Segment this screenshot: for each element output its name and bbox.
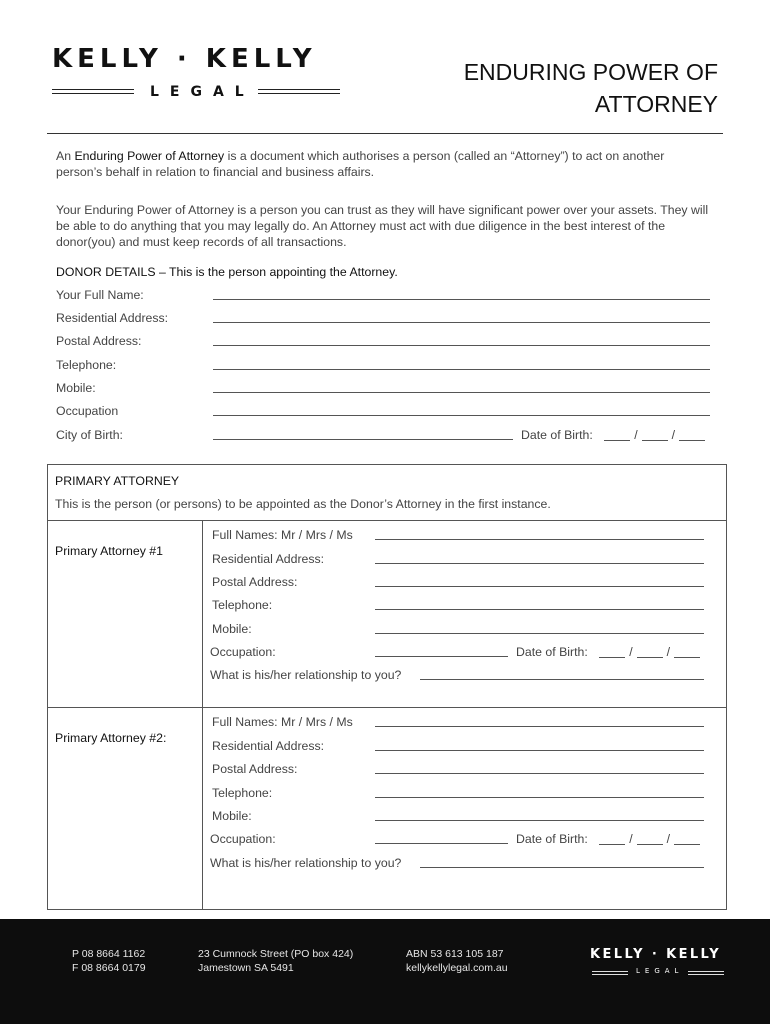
logo-rule-right	[258, 89, 340, 94]
att2-relationship-label: What is his/her relationship to you?	[210, 856, 402, 870]
att1-dob	[516, 645, 700, 659]
column-divider	[202, 520, 203, 707]
att2-occupation-label: Occupation:	[210, 832, 276, 846]
footer-business	[406, 947, 508, 975]
att2-telephone-line[interactable]	[375, 797, 704, 798]
footer-fax: F 08 8664 0179	[72, 962, 146, 974]
footer-address-line1: 23 Cumnock Street (PO box 424)	[198, 948, 354, 960]
donor-dob-month[interactable]	[642, 440, 668, 441]
document-title-line1: ENDURING POWER OF	[463, 59, 718, 85]
footer-logo-rule-left	[592, 971, 628, 975]
donor-dob	[521, 428, 705, 442]
donor-mobile-label: Mobile:	[56, 381, 96, 395]
donor-residential-line[interactable]	[213, 322, 710, 323]
donor-occupation-label: Occupation	[56, 404, 119, 418]
donor-full-name-line[interactable]	[213, 299, 710, 300]
brand-logo	[52, 44, 340, 100]
footer-website[interactable]: kellykellylegal.com.au	[406, 962, 508, 974]
footer-phone: P 08 8664 1162	[72, 948, 146, 960]
att1-occupation-line[interactable]	[375, 656, 508, 657]
donor-city-line[interactable]	[213, 439, 513, 440]
att2-residential-label: Residential Address:	[212, 739, 325, 753]
att1-full-names-line[interactable]	[375, 539, 704, 540]
att1-residential-label: Residential Address:	[212, 552, 325, 566]
donor-details-heading	[56, 265, 398, 279]
date-separator: /	[666, 832, 671, 846]
date-separator: /	[666, 645, 671, 659]
footer-logo-subline	[590, 969, 726, 979]
att2-dob-label: Date of Birth:	[516, 832, 588, 846]
att2-mobile-label: Mobile:	[212, 809, 252, 823]
footer-logo-wordmark: KELLY · KELLY	[590, 947, 722, 962]
att1-telephone-label: Telephone:	[212, 598, 273, 612]
att2-dob-day[interactable]	[599, 844, 625, 845]
donor-mobile-line[interactable]	[213, 392, 710, 393]
footer-logo-subtitle: LEGAL	[636, 967, 684, 975]
donor-dob-year[interactable]	[679, 440, 705, 441]
intro-paragraph-2: Your Enduring Power of Attorney is a person you can trust as they will have significant power over your assets. They will be able to do anything that you may legally do. An Attorney must act with due diligence in the best interest of the donor(you) and must keep records of all transactions.	[56, 203, 709, 249]
att1-residential-line[interactable]	[375, 563, 704, 564]
donor-city-label: City of Birth:	[56, 428, 123, 442]
att2-postal-line[interactable]	[375, 773, 704, 774]
donor-postal-label: Postal Address:	[56, 334, 142, 348]
primary-attorney-2-label: Primary Attorney #2:	[55, 731, 167, 745]
att2-dob-year[interactable]	[674, 844, 700, 845]
att2-occupation-line[interactable]	[375, 843, 508, 844]
att1-telephone-line[interactable]	[375, 609, 704, 610]
att1-relationship-label: What is his/her relationship to you?	[210, 668, 402, 682]
footer-logo-rule-right	[688, 971, 724, 975]
att1-postal-label: Postal Address:	[212, 575, 298, 589]
donor-dob-day[interactable]	[604, 440, 630, 441]
date-separator: /	[634, 428, 638, 442]
section-divider	[48, 520, 726, 521]
donor-telephone-label: Telephone:	[56, 358, 117, 372]
att2-dob-month[interactable]	[637, 844, 663, 845]
att2-telephone-label: Telephone:	[212, 786, 273, 800]
logo-wordmark: KELLY · KELLY	[52, 44, 317, 74]
att2-full-names-line[interactable]	[375, 726, 704, 727]
donor-postal-line[interactable]	[213, 345, 710, 346]
intro-term: Enduring Power of Attorney	[74, 149, 225, 163]
primary-attorney-description: This is the person (or persons) to be appointed as the Donor’s Attorney in the first instance.	[55, 497, 551, 511]
att1-dob-month[interactable]	[637, 657, 663, 658]
att1-mobile-line[interactable]	[375, 633, 704, 634]
footer-contact	[72, 947, 146, 975]
primary-attorney-heading: PRIMARY ATTORNEY	[55, 474, 180, 488]
att1-dob-label: Date of Birth:	[516, 645, 588, 659]
att2-residential-line[interactable]	[375, 750, 704, 751]
att1-dob-year[interactable]	[674, 657, 700, 658]
att1-relationship-line[interactable]	[420, 679, 704, 680]
section-divider	[48, 707, 726, 708]
att1-mobile-label: Mobile:	[212, 622, 252, 636]
primary-attorney-1-label: Primary Attorney #1	[55, 544, 163, 558]
footer-logo	[590, 947, 726, 979]
logo-rule-left	[52, 89, 134, 94]
att2-mobile-line[interactable]	[375, 820, 704, 821]
att2-postal-label: Postal Address:	[212, 762, 298, 776]
header-divider	[47, 133, 723, 134]
logo-subtitle: LEGAL	[150, 84, 255, 100]
column-divider	[202, 707, 203, 909]
footer-address-line2: Jamestown SA 5491	[198, 962, 294, 974]
donor-full-name-label: Your Full Name:	[56, 288, 144, 302]
footer-abn: ABN 53 613 105 187	[406, 948, 504, 960]
att1-occupation-label: Occupation:	[210, 645, 276, 659]
intro-lead: An	[56, 149, 75, 163]
document-title-line2: ATTORNEY	[594, 91, 718, 117]
donor-dob-label: Date of Birth:	[521, 428, 593, 442]
att2-dob	[516, 832, 700, 846]
att2-relationship-line[interactable]	[420, 867, 704, 868]
att2-full-names-label: Full Names: Mr / Mrs / Ms	[212, 715, 353, 729]
document-title	[398, 56, 718, 120]
date-separator: /	[629, 832, 633, 846]
donor-occupation-line[interactable]	[213, 415, 710, 416]
donor-heading-desc: – This is the person appointing the Attorney.	[155, 265, 398, 279]
intro-paragraph-1	[56, 148, 712, 180]
att1-postal-line[interactable]	[375, 586, 704, 587]
footer	[0, 919, 770, 1024]
footer-address	[198, 947, 353, 975]
date-separator: /	[629, 645, 633, 659]
logo-subline	[52, 86, 340, 100]
donor-residential-label: Residential Address:	[56, 311, 169, 325]
donor-heading-label: DONOR DETAILS	[56, 265, 156, 279]
att1-dob-day[interactable]	[599, 657, 625, 658]
intro-rest: is a document which authorises a person (called an “Attorney”) to act on another person’s behalf in relation to financial and business affairs.	[56, 149, 665, 179]
date-separator: /	[671, 428, 676, 442]
donor-telephone-line[interactable]	[213, 369, 710, 370]
att1-full-names-label: Full Names: Mr / Mrs / Ms	[212, 528, 353, 542]
